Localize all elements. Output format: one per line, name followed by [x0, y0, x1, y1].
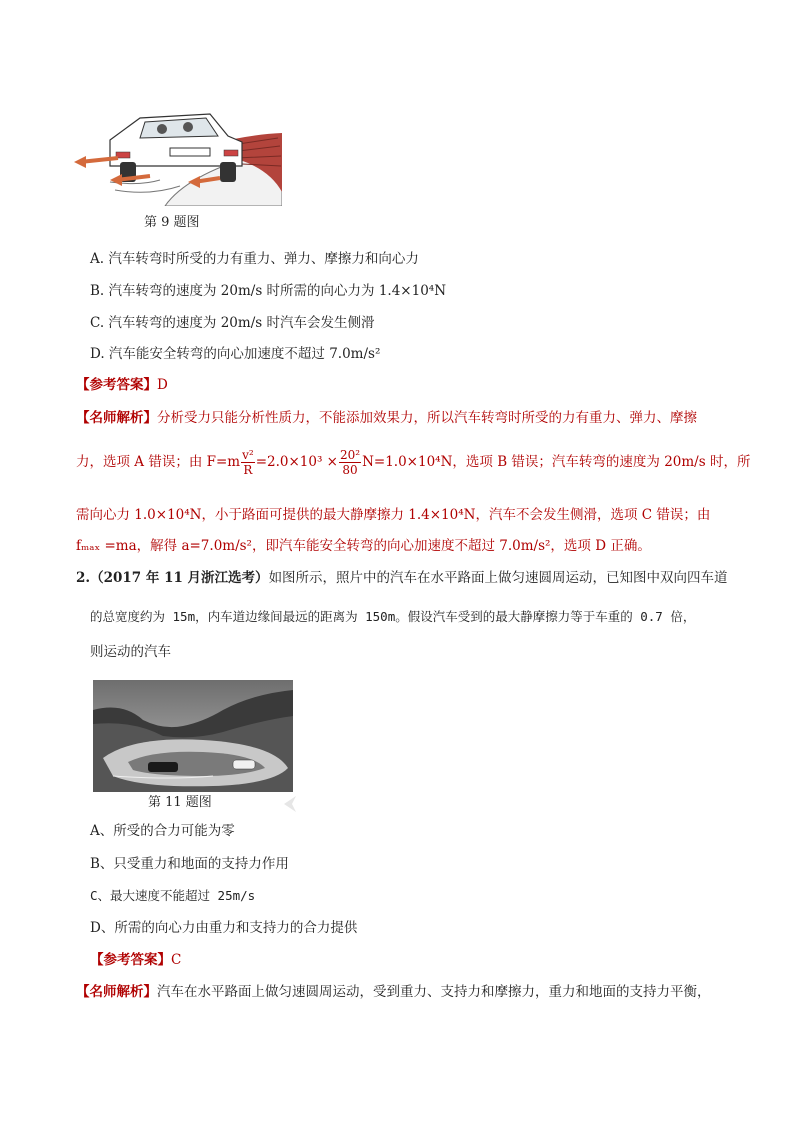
question-number: 2. — [76, 570, 91, 586]
figure-11-caption: 第 11 题图 — [148, 795, 212, 810]
q9-option-b: B. 汽车转弯的速度为 20m/s 时所需的向心力为 1.4×10⁴N — [90, 283, 447, 299]
analysis-text: =2.0×10³ × — [255, 454, 338, 470]
curved-road-photo — [93, 680, 293, 792]
question-text: 如图所示，照片中的汽车在水平路面上做匀速圆周运动，已知图中双向四车道 — [268, 570, 728, 586]
analysis-text: 分析受力只能分析性质力，不能添加效果力，所以汽车转弯时所受的力有重力、弹力、摩擦 — [157, 410, 697, 426]
q2-stem-line2: 的总宽度约为 15m，内车道边缘间最远的距离为 150m。假设汽车受到的最大静摩擦力等于车重的 0.7 倍， — [90, 609, 696, 624]
fraction-denominator: 80 — [342, 463, 358, 477]
analysis-text: 力，选项 A 错误；由 F=m — [76, 454, 241, 470]
analysis-label: 【名师解析】 — [76, 410, 157, 426]
q2-option-c: C、最大速度不能超过 25m/s — [90, 888, 256, 903]
fraction-20sq-over-80 — [339, 448, 361, 477]
figure-9-caption: 第 9 题图 — [144, 215, 200, 230]
watermark-arrow-icon — [282, 794, 298, 818]
q9-option-d: D. 汽车能安全转弯的向心加速度不超过 7.0m/s² — [90, 346, 381, 362]
fraction-denominator: R — [243, 463, 253, 477]
q9-analysis-line3: 需向心力 1.0×10⁴N，小于路面可提供的最大静摩擦力 1.4×10⁴N，汽车不会发生侧滑，选项 C 错误；由 — [76, 507, 711, 523]
q2-option-d: D、所需的向心力由重力和支持力的合力提供 — [90, 920, 358, 936]
q9-analysis-line1 — [76, 409, 697, 427]
q9-option-c: C. 汽车转弯的速度为 20m/s 时汽车会发生侧滑 — [90, 315, 375, 331]
fraction-numerator: 20² — [340, 448, 361, 462]
answer-value: C — [171, 952, 182, 968]
q2-analysis-line1 — [76, 983, 711, 1001]
answer-value: D — [157, 377, 168, 393]
answer-label: 【参考答案】 — [90, 952, 171, 968]
q9-analysis-line2 — [76, 448, 750, 477]
car-turning-figure — [70, 100, 282, 206]
q9-option-a: A. 汽车转弯时所受的力有重力、弹力、摩擦力和向心力 — [90, 251, 419, 267]
answer-label: 【参考答案】 — [76, 377, 157, 393]
q9-answer — [76, 376, 168, 394]
analysis-text: 汽车在水平路面上做匀速圆周运动，受到重力、支持力和摩擦力，重力和地面的支持力平衡， — [157, 984, 711, 1000]
q2-stem-line3: 则运动的汽车 — [90, 644, 171, 660]
analysis-text: N=1.0×10⁴N，选项 B 错误；汽车转弯的速度为 20m/s 时，所 — [362, 454, 751, 470]
fraction-numerator: v² — [242, 448, 254, 462]
fraction-v2-over-r — [241, 448, 255, 477]
question-source: （2017 年 11 月浙江选考） — [90, 570, 269, 586]
q2-stem-line1 — [76, 569, 728, 587]
q2-option-a: A、所受的合力可能为零 — [90, 823, 235, 839]
analysis-label: 【名师解析】 — [76, 984, 157, 1000]
q9-analysis-line4: fₘₐₓ =ma，解得 a=7.0m/s²，即汽车能安全转弯的向心加速度不超过 7.0m/s²，选项 D 正确。 — [76, 538, 651, 554]
q2-answer — [90, 951, 181, 969]
q2-option-b: B、只受重力和地面的支持力作用 — [90, 856, 289, 872]
